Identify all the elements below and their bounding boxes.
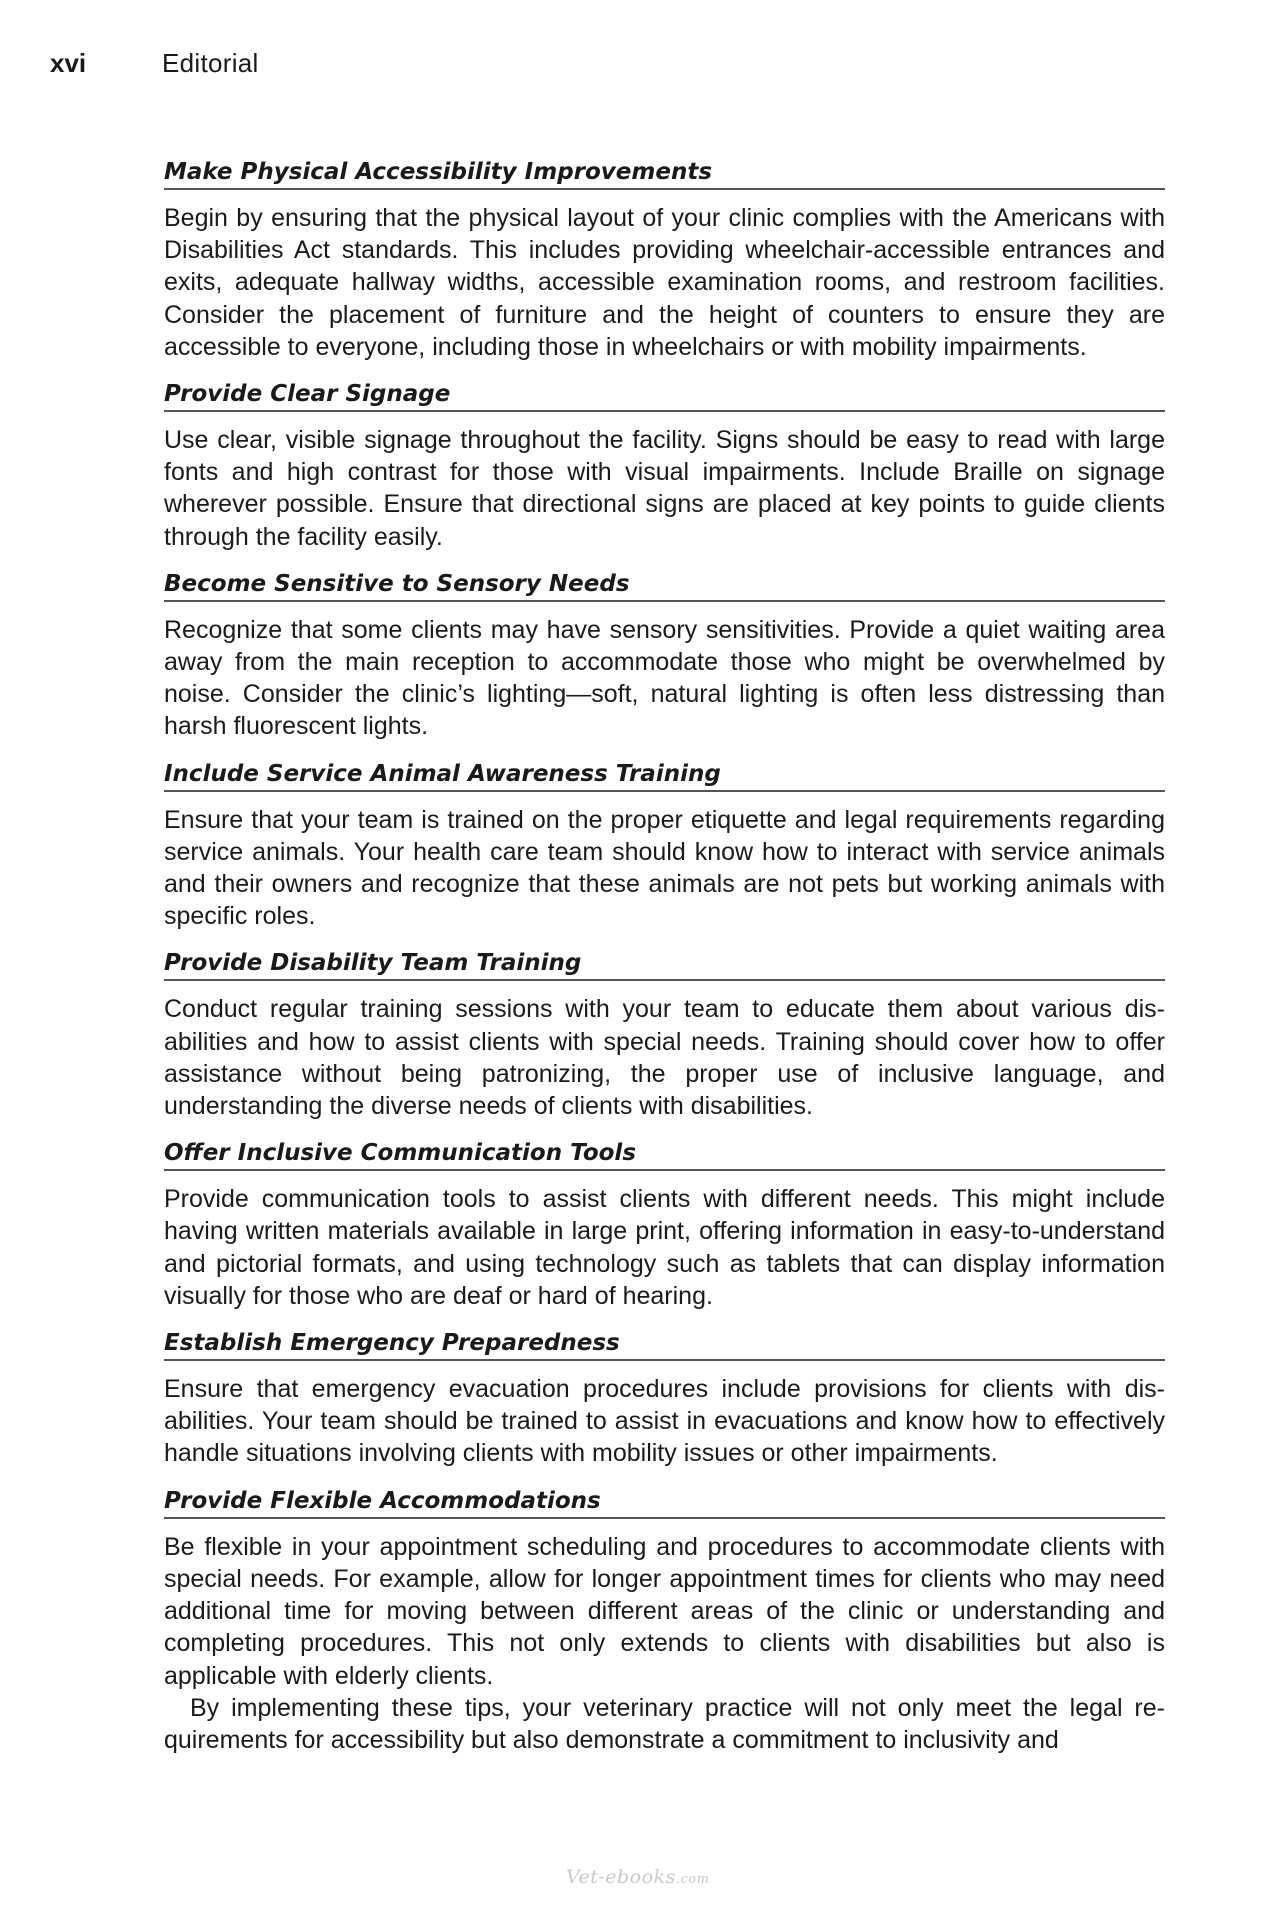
- section-heading: Establish Emergency Preparedness: [164, 1329, 1165, 1361]
- section-heading: Make Physical Accessibility Improvements: [164, 158, 1165, 190]
- section-body: Recognize that some clients may have sensory sensitivities. Provide a quiet waiting area away from the main reception to accommodate those who might be overwhelmed by noise. Consider the clinic’s lighting—soft, natural lighting is often less distressing than harsh fluorescent lights.: [164, 615, 1165, 741]
- section-heading: Provide Disability Team Training: [164, 949, 1165, 981]
- section-body: Ensure that emergency evacuation procedures include provisions for clients with disabilities. Your team should be trained to assist in evacuations and know how to effectively handle situations involving clients with mobility issues or other impairments.: [164, 1375, 1165, 1468]
- section-body: Conduct regular training sessions with your team to educate them about various disabilities and how to assist clients with special needs. Training should cover how to offer assistance without being patronizing, the proper use of inclusive language, and understanding the diverse needs of clients with disabilities.: [164, 995, 1165, 1121]
- section-body: Provide communication tools to assist clients with different needs. This might include having written materials available in large print, offering information in easy-to-understand and pictorial formats, and using technology such as tablets that can display information visually for those who are deaf or hard of hearing.: [164, 1185, 1165, 1310]
- section-flexible-accommodations: [164, 1487, 1165, 1756]
- section-heading: Provide Clear Signage: [164, 380, 1165, 412]
- section-body: Ensure that your team is trained on the proper etiquette and legal requirements regarding service animals. Your health care team should know how to interact with service animals and their owners and recognize that these animals are not pets but working animals with specific roles.: [164, 805, 1165, 931]
- section-heading: Offer Inclusive Communication Tools: [164, 1139, 1165, 1171]
- section-physical-accessibility: [164, 158, 1165, 363]
- watermark-logo: [566, 1866, 709, 1888]
- watermark-domain: .com: [675, 1872, 710, 1887]
- section-heading: Become Sensitive to Sensory Needs: [164, 570, 1165, 602]
- page-content: [164, 158, 1165, 1756]
- section-communication-tools: [164, 1139, 1165, 1312]
- section-sensory-needs: [164, 570, 1165, 743]
- running-head: [50, 50, 259, 76]
- section-heading: Provide Flexible Accommodations: [164, 1487, 1165, 1519]
- section-disability-team-training: [164, 949, 1165, 1122]
- section-body: Begin by ensuring that the physical layout of your clinic complies with the Americans with Disabilities Act standards. This includes providing wheelchair-accessible entrances and exits, adequate hallway widths, accessible examination rooms, and restroom facilities. Consider the placement of furniture and the height of counters to ensure they are accessible to everyone, including those in wheelchairs or with mobility impairments.: [164, 204, 1165, 361]
- section-heading: Include Service Animal Awareness Training: [164, 760, 1165, 792]
- section-body: Be flexible in your appointment scheduling and procedures to accommodate clients with special needs. For example, allow for longer appointment times for clients who may need additional time for moving between different areas of the clinic or understanding and completing procedures. This not only extends to clients with disabilities but also is applicable with elderly clients.: [164, 1532, 1165, 1690]
- section-emergency-preparedness: [164, 1329, 1165, 1470]
- section-clear-signage: [164, 380, 1165, 553]
- running-head-title: Editorial: [162, 48, 259, 78]
- section-service-animal-training: [164, 760, 1165, 933]
- page-number: xvi: [50, 48, 87, 78]
- section-body: Use clear, visible signage throughout the facility. Signs should be easy to read with large fonts and high contrast for those with visual impairments. Include Braille on signage wherever possible. Ensure that directional signs are placed at key points to guide clients through the facility easily.: [164, 426, 1165, 551]
- closing-paragraph: By implementing these tips, your veterinary practice will not only meet the legal requirements for accessibility but also demonstrate a commitment to inclusivity and: [164, 1693, 1165, 1754]
- watermark-brand: Vet-ebooks: [566, 1866, 676, 1888]
